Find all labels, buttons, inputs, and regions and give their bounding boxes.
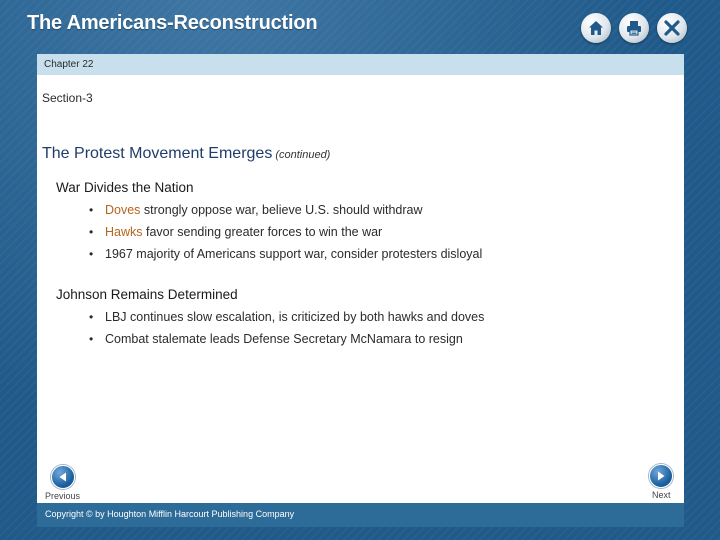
- bullet-list-war-divides: [89, 203, 483, 269]
- close-button[interactable]: [657, 13, 687, 43]
- copyright-text: Copyright © by Houghton Mifflin Harcourt Publishing Company: [45, 509, 295, 519]
- bullet-text: LBJ continues slow escalation, is criticized by both hawks and doves: [105, 310, 485, 324]
- next-label[interactable]: Next: [652, 490, 671, 500]
- printer-icon: [625, 19, 643, 37]
- home-button[interactable]: [581, 13, 611, 43]
- bullet-text: strongly oppose war, believe U.S. should withdraw: [140, 203, 423, 217]
- bullet-text: Combat stalemate leads Defense Secretary McNamara to resign: [105, 332, 463, 346]
- slide-content: [37, 54, 684, 503]
- footer-bar: [37, 503, 684, 527]
- toolbar: [581, 13, 687, 43]
- list-item: [89, 225, 482, 247]
- print-button[interactable]: [619, 13, 649, 43]
- chapter-label: Chapter 22: [44, 59, 94, 70]
- term-highlight: Doves: [105, 203, 141, 217]
- list-item: [89, 332, 484, 354]
- previous-button[interactable]: [51, 465, 75, 489]
- bullet-dot: •: [89, 225, 94, 239]
- slide-title-continued: (continued): [275, 149, 331, 161]
- slide-title-text: The Protest Movement Emerges: [42, 145, 273, 162]
- home-icon: [587, 19, 605, 37]
- slide-title: [42, 145, 330, 163]
- list-item: [89, 247, 483, 269]
- bullet-list-johnson-determined: [89, 310, 485, 354]
- previous-label[interactable]: Previous: [45, 491, 81, 501]
- app-title: The Americans-Reconstruction: [27, 12, 318, 34]
- topic-heading-johnson-determined: Johnson Remains Determined: [56, 287, 238, 302]
- section-label: Section-3: [42, 91, 93, 105]
- bullet-dot: •: [89, 332, 94, 346]
- bullet-dot: •: [89, 247, 94, 261]
- list-item: [89, 203, 482, 225]
- bullet-dot: •: [89, 310, 94, 324]
- close-x-icon: [663, 19, 681, 37]
- bullet-dot: •: [89, 203, 94, 217]
- next-button[interactable]: [649, 464, 673, 488]
- list-item: [89, 310, 485, 332]
- chapter-bar: [37, 54, 684, 75]
- bullet-text: favor sending greater forces to win the war: [142, 225, 383, 239]
- term-highlight: Hawks: [105, 225, 143, 239]
- bullet-text: 1967 majority of Americans support war, consider protesters disloyal: [105, 247, 483, 261]
- arrow-left-icon: [57, 471, 69, 483]
- arrow-right-icon: [655, 470, 667, 482]
- topic-heading-war-divides: War Divides the Nation: [56, 180, 194, 195]
